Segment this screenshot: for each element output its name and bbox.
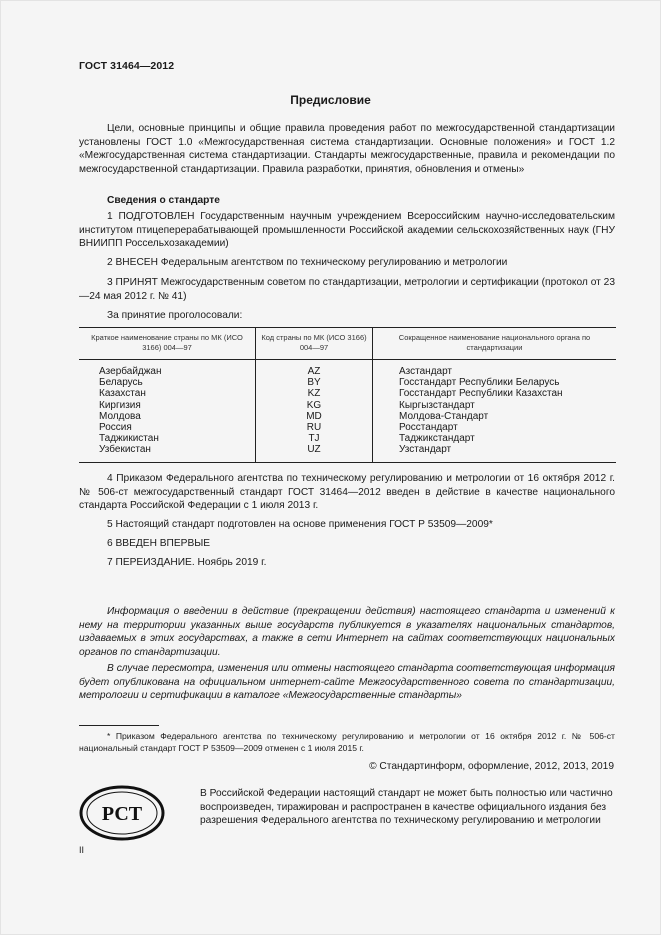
item-3-text: 3 ПРИНЯТ Межгосударственным советом по стандартизации, метрологии и сертификации (протокол от 23—24 мая 2012 г. № 41) xyxy=(79,277,615,302)
cell-body: Госстандарт Республики Беларусь xyxy=(373,377,617,388)
standard-code: ГОСТ 31464—2012 xyxy=(79,60,175,72)
cell-country: Казахстан xyxy=(99,388,146,400)
cell-body: Молдова-Стандарт xyxy=(373,411,617,422)
copyright: © Стандартинформ, оформление, 2012, 2013, 2019 xyxy=(369,761,614,772)
info-note-2 xyxy=(79,662,615,703)
cell-code: KG xyxy=(256,400,373,411)
table-header-country: Краткое наименование страны по МК (ИСО 3166) 004—97 xyxy=(79,328,256,360)
cell-country: Таджикистан xyxy=(99,433,159,445)
cell-code: MD xyxy=(256,411,373,422)
table-row xyxy=(79,360,616,378)
item-4-text: 4 Приказом Федерального агентства по техническому регулированию и метрологии от 16 октября 2012 г. № 506-ст межгосударственный стандарт ГОСТ 31464—2012 введен в действие в качестве национального стандарта Российской Федерации с 1 июля 2013 г. xyxy=(79,473,615,511)
vote-text: За принятие проголосовали: xyxy=(107,310,243,321)
copyright-notice: В Российской Федерации настоящий стандарт не может быть полностью или частично воспроизведен, тиражирован и распространен в качестве официального издания без разрешения Федерального агентства по техническому регулированию и метрологии xyxy=(200,788,613,826)
item-1 xyxy=(79,210,615,251)
cell-body: Госстандарт Республики Казахстан xyxy=(373,388,617,399)
item-3 xyxy=(79,276,615,303)
item-2 xyxy=(79,256,615,270)
rst-logo-graphic xyxy=(79,784,165,842)
footnote-text: * Приказом Федерального агентства по техническому регулированию и метрологии от 16 октября 2012 г. № 506-ст национальный стандарт ГОСТ Р 53509—2009 отменен с 1 июля 2015 г. xyxy=(79,731,615,753)
item-7 xyxy=(79,556,615,570)
cell-code: RU xyxy=(256,422,373,433)
info-note-2-text: В случае пересмотра, изменения или отмены настоящего стандарта соответствующая информация будет опубликована на официальном интернет-сайте Межгосударственного совета по стандартизации, метрологии и сертификации в каталоге «Межгосударственные стандарты» xyxy=(79,663,615,701)
cell-body: Кыргызстандарт xyxy=(373,400,617,411)
info-heading: Сведения о стандарте xyxy=(107,195,220,206)
page-number: II xyxy=(79,845,85,855)
footnote xyxy=(79,730,615,754)
cell-code: BY xyxy=(256,377,373,388)
table-row xyxy=(79,400,616,411)
table-row xyxy=(79,388,616,399)
vote-line xyxy=(79,309,615,323)
cell-code: AZ xyxy=(256,360,373,378)
rst-logo xyxy=(79,784,165,842)
cell-body: Росстандарт xyxy=(373,422,617,433)
cell-country: Киргизия xyxy=(99,399,141,411)
cell-country: Молдова xyxy=(99,410,141,422)
table-row xyxy=(79,377,616,388)
table-row xyxy=(79,422,616,433)
table-header-code: Код страны по МК (ИСО 3166) 004—97 xyxy=(256,328,373,360)
intro-text: Цели, основные принципы и общие правила проведения работ по межгосударственной стандартизации установлены ГОСТ 1.0 «Межгосударственная система стандартизации. Основные положения» и ГОСТ 1.2 «Межгосударственная система стандартизации. Стандарты межгосударственные, правила и рекомендации по межгосударственной стандартизации. Правила разработки, принятия, обновления и отмены» xyxy=(79,123,615,175)
voting-states-table xyxy=(79,327,616,463)
cell-country: Узбекистан xyxy=(79,444,256,462)
intro-paragraph xyxy=(79,122,615,176)
table-row xyxy=(79,411,616,422)
item-2-text: 2 ВНЕСЕН Федеральным агентством по техническому регулированию и метрологии xyxy=(107,257,508,268)
item-1-text: 1 ПОДГОТОВЛЕН Государственным научным учреждением Всероссийским научно-исследовательским институтом птицеперерабатывающей промышленности Российской академии сельскохозяйственных наук (ГНУ ВНИИПП Россельхозакадемии) xyxy=(79,211,615,249)
item-7-text: 7 ПЕРЕИЗДАНИЕ. Ноябрь 2019 г. xyxy=(107,557,267,568)
cell-body: Таджикстандарт xyxy=(373,433,617,444)
item-6 xyxy=(79,537,615,551)
cell-country: Россия xyxy=(99,422,132,434)
rst-logo-text: РСТ xyxy=(101,803,143,825)
cell-code: KZ xyxy=(256,388,373,399)
table-row xyxy=(79,433,616,444)
page-title: Предисловие xyxy=(290,93,371,107)
item-5-text: 5 Настоящий стандарт подготовлен на основе применения ГОСТ Р 53509—2009* xyxy=(107,519,493,530)
table-header-body: Сокращенное наименование национального органа по стандартизации xyxy=(373,328,617,360)
item-4 xyxy=(79,472,615,513)
cell-code: TJ xyxy=(256,433,373,444)
table-header-row xyxy=(79,328,616,360)
info-note-1-text: Информация о введении в действие (прекращении действия) настоящего стандарта и изменений к нему на территории указанных выше государств публикуется в указателях национальных стандартов, издаваемых в этих государствах, а также в сети Интернет на сайтах соответствующих национальных органов по стандартизации. xyxy=(79,606,615,658)
cell-country: Беларусь xyxy=(99,377,143,389)
item-5 xyxy=(79,518,615,532)
cell-code: UZ xyxy=(256,444,373,462)
cell-body: Азстандарт xyxy=(373,360,617,378)
table-row xyxy=(79,444,616,462)
cell-country: Азербайджан xyxy=(99,366,162,377)
info-note-1 xyxy=(79,605,615,659)
footnote-divider xyxy=(79,725,159,726)
item-6-text: 6 ВВЕДЕН ВПЕРВЫЕ xyxy=(107,538,211,549)
cell-body: Узстандарт xyxy=(373,444,617,462)
